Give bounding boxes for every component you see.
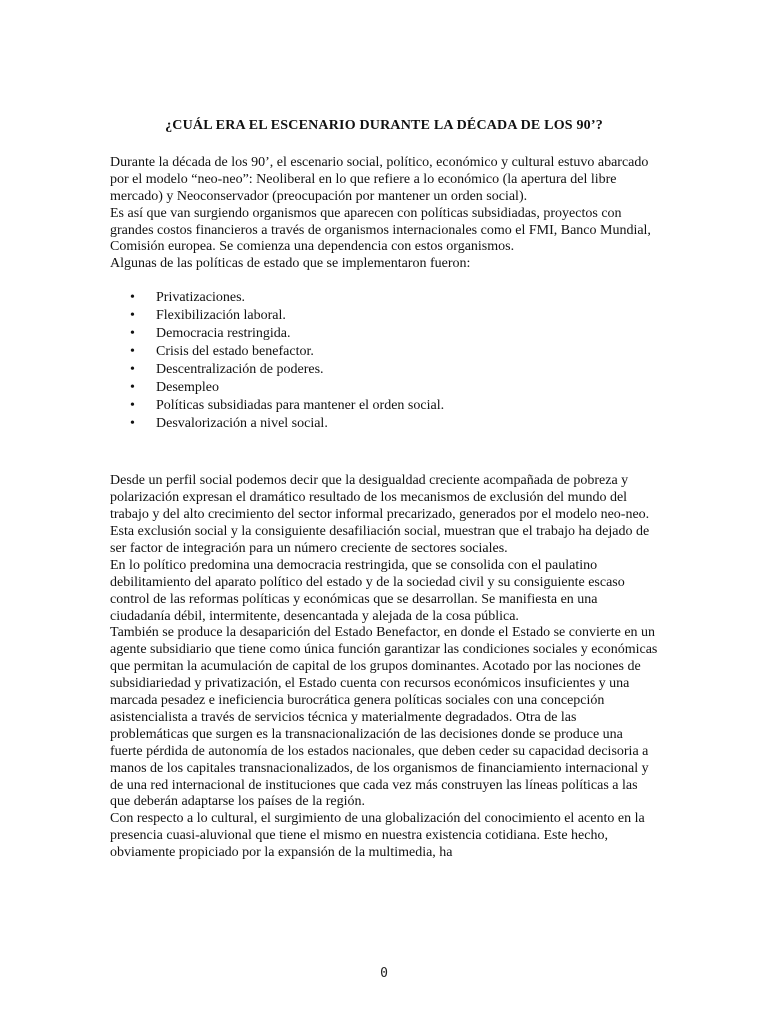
list-item-text: Flexibilización laboral. <box>156 308 286 324</box>
bullet-icon: • <box>130 362 135 378</box>
list-item-text: Privatizaciones. <box>156 290 246 306</box>
bullet-icon: • <box>130 380 135 396</box>
document-title: ¿CUÁL ERA EL ESCENARIO DURANTE LA DÉCADA DE LOS 90’? <box>165 118 603 133</box>
bullet-icon: • <box>130 308 135 324</box>
intro-section <box>110 155 658 273</box>
list-item <box>110 415 658 433</box>
body-paragraph-3: En lo político predomina una democracia restringida, que se consolida con el paulatino debilitamiento del aparato político del estado y de la sociedad civil y su consiguiente escaso control de las reformas políticas y económicas que se desarrollan. Se manifiesta en una ciudadanía débil, intermitente, desencantada y alejada de la cosa pública. <box>110 557 625 624</box>
bullet-icon: • <box>130 416 135 432</box>
body-section <box>110 473 658 862</box>
intro-paragraph-2: Es así que van surgiendo organismos que aparecen con políticas subsidiadas, proyectos con grandes costos financieros a través de organismos internacionales como el FMI, Banco Mundial, Comisión europea. Se comienza una dependencia con estos organismos. <box>110 205 651 255</box>
intro-paragraph-1: Durante la década de los 90’, el escenario social, político, económico y cultural estuvo abarcado por el modelo “neo-neo”: Neoliberal en lo que refiere a lo económico (la apertura del libre mercado) y Neoconservador (preocupación por mantener un orden social). <box>110 154 649 204</box>
bullet-icon: • <box>130 398 135 414</box>
list-item <box>110 325 658 343</box>
page-number: 0 <box>380 966 388 981</box>
list-item-text: Políticas subsidiadas para mantener el orden social. <box>156 398 445 414</box>
body-paragraph-2: Esta exclusión social y la consiguiente desafiliación social, muestran que el trabajo ha dejado de ser factor de integración para un número creciente de sectores sociales. <box>110 523 650 556</box>
list-item-text: Desempleo <box>156 380 219 396</box>
section-spacer <box>110 433 658 473</box>
bullet-icon: • <box>130 344 135 360</box>
list-item <box>110 289 658 307</box>
bullet-icon: • <box>130 290 135 306</box>
body-paragraph-4: También se produce la desaparición del Estado Benefactor, en donde el Estado se convierte en un agente subsidiario que tiene como única función garantizar las condiciones sociales y económicas que permitan la acumulación de capital de los grupos dominantes. Acotado por las nociones de subsidiariedad y privatización, el Estado cuenta con recursos económicos insuficientes y una marcada pesadez e ineficiencia burocrática genera políticas sociales con una concepción asistencialista a través de servicios técnica y materialmente degradados. Otra de las problemáticas que surgen es la transnacionalización de las decisiones donde se produce una fuerte pérdida de autonomía de los estados nacionales, que deben ceder su capacidad decisoria a manos de los capitales transnacionalizados, de los organismos de financiamiento internacional y de una red internacional de instituciones que cada vez más construyen las líneas políticas a las que deberán adaptarse los países de la región. <box>110 625 658 810</box>
list-item-text: Descentralización de poderes. <box>156 362 324 378</box>
list-item <box>110 379 658 397</box>
list-item-text: Crisis del estado benefactor. <box>156 344 314 360</box>
policies-list <box>110 289 658 433</box>
list-item-text: Democracia restringida. <box>156 326 291 342</box>
list-item <box>110 307 658 325</box>
list-item <box>110 361 658 379</box>
list-item <box>110 397 658 415</box>
document-page <box>110 118 658 862</box>
list-item-text: Desvalorización a nivel social. <box>156 416 328 432</box>
body-paragraph-1: Desde un perfil social podemos decir que la desigualdad creciente acompañada de pobreza y polarización expresan el dramático resultado de los mecanismos de exclusión del mundo del trabajo y del alto crecimiento del sector informal precarizado, generados por el modelo neo-neo. <box>110 473 650 523</box>
list-item <box>110 343 658 361</box>
intro-paragraph-3: Algunas de las políticas de estado que se implementaron fueron: <box>110 256 471 272</box>
body-paragraph-5: Con respecto a lo cultural, el surgimiento de una globalización del conocimiento el acento en la presencia cuasi-aluvional que tiene el mismo en nuestra existencia cotidiana. Este hecho, obviamente propiciado por la expansión de la multimedia, ha <box>110 811 645 861</box>
bullet-icon: • <box>130 326 135 342</box>
